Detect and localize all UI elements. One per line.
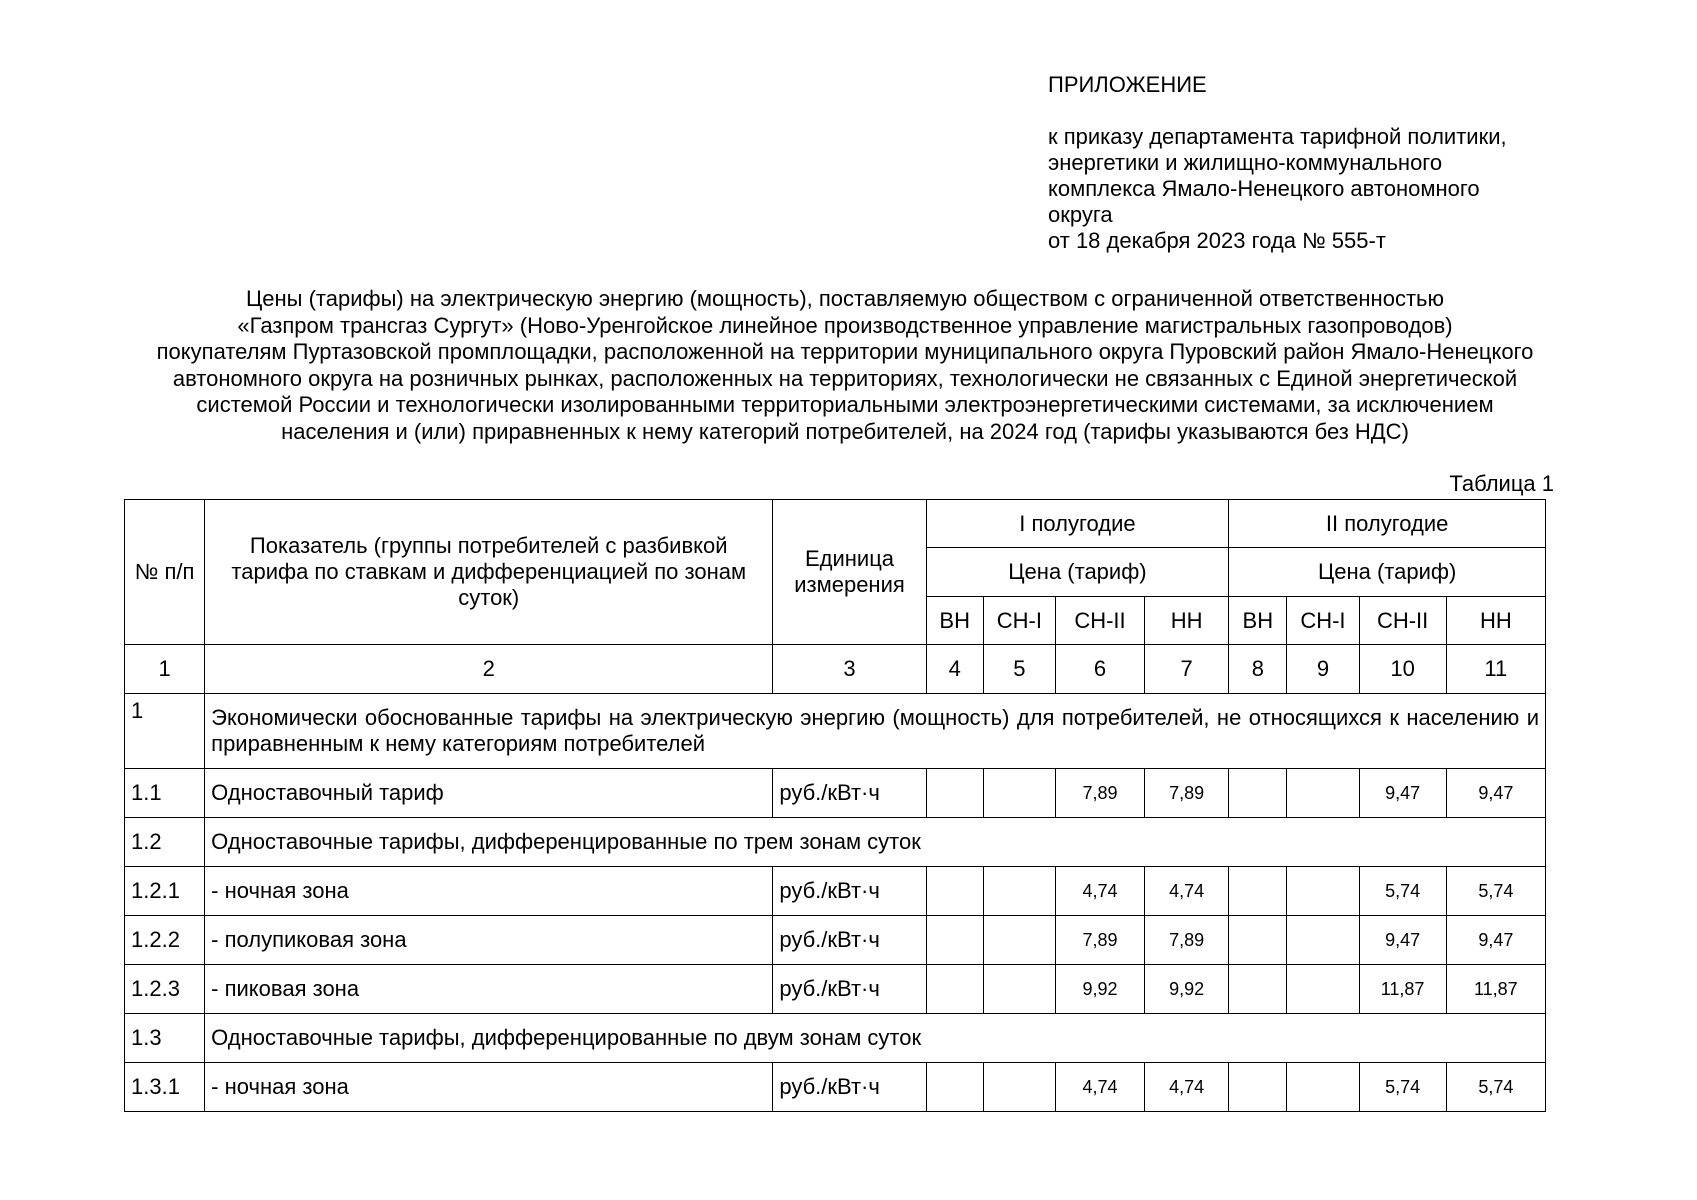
row-unit: руб./кВт·ч bbox=[773, 916, 926, 965]
row-group-label: Одноставочные тарифы, дифференцированные по трем зонам суток bbox=[205, 818, 1546, 867]
title-line: Цены (тарифы) на электрическую энергию (мощность), поставляемую обществом с ограниченной ответственностью bbox=[246, 286, 1444, 311]
column-number: 5 bbox=[983, 645, 1055, 694]
table-row bbox=[125, 769, 1546, 818]
header-num: № п/п bbox=[125, 500, 205, 645]
tariff-value-cell bbox=[926, 916, 983, 965]
table-group-row bbox=[125, 694, 1546, 769]
row-number: 1.2.3 bbox=[125, 965, 205, 1014]
column-number: 3 bbox=[773, 645, 926, 694]
tariff-value-cell: 11,87 bbox=[1446, 965, 1545, 1014]
column-number: 9 bbox=[1287, 645, 1359, 694]
level-header: ВН bbox=[926, 597, 983, 645]
tariff-value-cell: 9,47 bbox=[1359, 769, 1446, 818]
tariff-value-cell bbox=[983, 965, 1055, 1014]
column-number: 11 bbox=[1446, 645, 1545, 694]
row-label: - ночная зона bbox=[205, 1063, 773, 1112]
level-header: СН-II bbox=[1359, 597, 1446, 645]
row-number: 1.2.1 bbox=[125, 867, 205, 916]
tariff-value-cell bbox=[1287, 965, 1359, 1014]
tariff-value-cell: 7,89 bbox=[1055, 769, 1144, 818]
title-line: автономного округа на розничных рынках, расположенных на территориях, технологически не связанных с Единой энергетической bbox=[172, 365, 1518, 391]
row-number: 1.2 bbox=[125, 818, 205, 867]
tariff-value-cell: 5,74 bbox=[1359, 1063, 1446, 1112]
tariff-value-cell: 4,74 bbox=[1145, 867, 1229, 916]
row-number: 1 bbox=[125, 694, 205, 769]
tariff-value-cell: 7,89 bbox=[1145, 916, 1229, 965]
column-number: 6 bbox=[1055, 645, 1144, 694]
appendix-line: комплекса Ямало-Ненецкого автономного bbox=[1048, 176, 1480, 201]
title-line: населения и (или) приравненных к нему категорий потребителей, на 2024 год (тарифы указываются без НДС) bbox=[281, 418, 1409, 444]
column-number: 7 bbox=[1145, 645, 1229, 694]
row-unit: руб./кВт·ч bbox=[773, 867, 926, 916]
table-group-row bbox=[125, 818, 1546, 867]
table-row bbox=[125, 1063, 1546, 1112]
row-group-label: Одноставочные тарифы, дифференцированные по двум зонам суток bbox=[205, 1014, 1546, 1063]
appendix-line: округа bbox=[1048, 202, 1113, 227]
tariff-value-cell bbox=[983, 1063, 1055, 1112]
table-row bbox=[125, 867, 1546, 916]
tariff-value-cell bbox=[926, 1063, 983, 1112]
row-number: 1.3.1 bbox=[125, 1063, 205, 1112]
tariff-value-cell bbox=[1287, 916, 1359, 965]
level-header: СН-I bbox=[983, 597, 1055, 645]
column-number: 10 bbox=[1359, 645, 1446, 694]
tariff-value-cell: 7,89 bbox=[1055, 916, 1144, 965]
header-unit: Единица измерения bbox=[773, 500, 926, 645]
tariff-table bbox=[124, 499, 1546, 1112]
tariff-value-cell: 7,89 bbox=[1145, 769, 1229, 818]
row-number: 1.2.2 bbox=[125, 916, 205, 965]
tariff-value-cell: 9,47 bbox=[1446, 916, 1545, 965]
tariff-value-cell bbox=[1229, 916, 1287, 965]
tariff-table-body bbox=[125, 500, 1546, 1112]
tariff-value-cell bbox=[1229, 769, 1287, 818]
tariff-value-cell: 9,92 bbox=[1145, 965, 1229, 1014]
tariff-value-cell: 9,92 bbox=[1055, 965, 1144, 1014]
header-indicator: Показатель (группы потребителей с разбивкой тарифа по ставкам и дифференциацией по зонам суток) bbox=[205, 500, 773, 645]
level-header: НН bbox=[1145, 597, 1229, 645]
header-half-1: I полугодие bbox=[926, 500, 1229, 548]
tariff-value-cell bbox=[983, 867, 1055, 916]
row-unit: руб./кВт·ч bbox=[773, 769, 926, 818]
appendix-block bbox=[1048, 72, 1648, 254]
appendix-line: энергетики и жилищно-коммунального bbox=[1048, 150, 1443, 175]
row-label: - пиковая зона bbox=[205, 965, 773, 1014]
tariff-value-cell bbox=[1287, 769, 1359, 818]
header-price-1: Цена (тариф) bbox=[926, 548, 1229, 597]
level-header: СН-II bbox=[1055, 597, 1144, 645]
tariff-value-cell bbox=[1287, 867, 1359, 916]
level-header: ВН bbox=[1229, 597, 1287, 645]
tariff-value-cell bbox=[1229, 1063, 1287, 1112]
tariff-value-cell: 11,87 bbox=[1359, 965, 1446, 1014]
column-number: 1 bbox=[125, 645, 205, 694]
tariff-value-cell: 5,74 bbox=[1446, 867, 1545, 916]
level-header: НН bbox=[1446, 597, 1545, 645]
table-row bbox=[125, 916, 1546, 965]
tariff-value-cell: 4,74 bbox=[1145, 1063, 1229, 1112]
row-label: - ночная зона bbox=[205, 867, 773, 916]
header-price-2: Цена (тариф) bbox=[1229, 548, 1546, 597]
header-half-2: II полугодие bbox=[1229, 500, 1546, 548]
column-number: 2 bbox=[205, 645, 773, 694]
tariff-value-cell: 5,74 bbox=[1359, 867, 1446, 916]
title-line: покупателям Пуртазовской промплощадки, расположенной на территории муниципального округа Пуровский район Ямало-Ненецкого bbox=[156, 339, 1534, 364]
title-line: «Газпром трансгаз Сургут» (Ново-Уренгойское линейное производственное управление магистральных газопроводов) bbox=[237, 312, 1453, 338]
tariff-value-cell: 4,74 bbox=[1055, 1063, 1144, 1112]
table-group-row bbox=[125, 1014, 1546, 1063]
row-number: 1.3 bbox=[125, 1014, 205, 1063]
column-number: 4 bbox=[926, 645, 983, 694]
tariff-value-cell bbox=[983, 769, 1055, 818]
tariff-value-cell: 5,74 bbox=[1446, 1063, 1545, 1112]
table-caption: Таблица 1 bbox=[1449, 471, 1554, 496]
table-row bbox=[125, 965, 1546, 1014]
column-number-row bbox=[125, 645, 1546, 694]
document-title bbox=[40, 286, 1650, 445]
title-line: системой России и технологически изолированными территориальными электроэнергетическими системами, за исключением bbox=[196, 392, 1494, 417]
tariff-value-cell bbox=[926, 867, 983, 916]
row-label: Одноставочный тариф bbox=[205, 769, 773, 818]
header-row bbox=[125, 500, 1546, 548]
tariff-value-cell: 9,47 bbox=[1359, 916, 1446, 965]
row-group-label: Экономически обоснованные тарифы на электрическую энергию (мощность) для потребителей, не относящихся к населению и приравненным к нему категориям потребителей bbox=[205, 694, 1546, 769]
appendix-line: от 18 декабря 2023 года № 555-т bbox=[1048, 228, 1386, 253]
tariff-value-cell bbox=[1287, 1063, 1359, 1112]
tariff-value-cell bbox=[1229, 965, 1287, 1014]
appendix-line: к приказу департамента тарифной политики, bbox=[1048, 124, 1507, 149]
tariff-value-cell bbox=[1229, 867, 1287, 916]
row-label: - полупиковая зона bbox=[205, 916, 773, 965]
row-unit: руб./кВт·ч bbox=[773, 1063, 926, 1112]
tariff-value-cell bbox=[983, 916, 1055, 965]
tariff-value-cell: 4,74 bbox=[1055, 867, 1144, 916]
level-header: СН-I bbox=[1287, 597, 1359, 645]
appendix-heading: ПРИЛОЖЕНИЕ bbox=[1048, 72, 1207, 97]
tariff-value-cell bbox=[926, 769, 983, 818]
column-number: 8 bbox=[1229, 645, 1287, 694]
row-number: 1.1 bbox=[125, 769, 205, 818]
tariff-value-cell: 9,47 bbox=[1446, 769, 1545, 818]
row-unit: руб./кВт·ч bbox=[773, 965, 926, 1014]
tariff-value-cell bbox=[926, 965, 983, 1014]
